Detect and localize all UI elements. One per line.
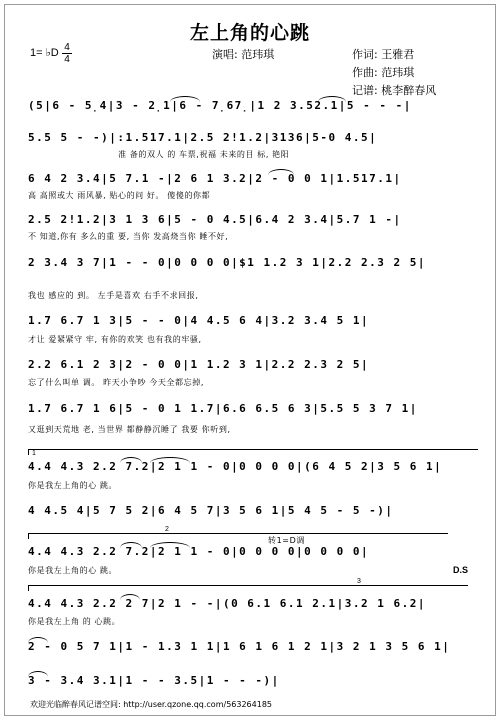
slur-arc bbox=[268, 169, 294, 175]
ds-mark: D.S bbox=[453, 565, 469, 575]
score-line-lyrics: 忘了什么叫单 调。 昨天小争吵 今天全都忘掉, bbox=[28, 378, 204, 387]
singer-credit: 演唱: 范玮琪 bbox=[212, 48, 275, 61]
footer-url: 欢迎光临醉春风记谱空间: http://user.qzone.qq.com/563264185 bbox=[30, 700, 272, 709]
slur-arc bbox=[150, 457, 190, 463]
meter-bottom: 4 bbox=[64, 54, 70, 65]
volta-1-label: 1 bbox=[32, 450, 36, 457]
score-line-lyrics: 准 备的双人 的 车票,祝福 未来的目 标, 艳阳 bbox=[118, 150, 290, 159]
score-line-notes: (5|6 - 5̣4|3 - 2̣1|6 - 7̣67̣|1 2 3.52.1|5 - - -| bbox=[28, 99, 412, 112]
score-line-lyrics: 我也 感应的 到。 左手是喜欢 右手不求回报, bbox=[28, 291, 199, 300]
score-line-notes: 4.4 4.3 2.2 7.2|2 1 1 - 0|0 0 0 0|0 0 0 0| bbox=[28, 545, 370, 558]
score-line-notes: 6 4 2 3.4|5 7.1 -|2 6 1 3.2|2 - 0 0 1|1.517.1| bbox=[28, 172, 402, 185]
score-line-notes: 1.7 6.7 1 6|5 - 0 1 1.7|6.6 6.5 6 3|5.5 5 3 7 1| bbox=[28, 402, 418, 415]
time-signature bbox=[62, 42, 72, 65]
score-line-lyrics: 高 高照或大 雨风暴, 贴心的问 好。 傻傻的你都 bbox=[28, 191, 211, 200]
volta-3-tick bbox=[28, 585, 29, 591]
slur-arc bbox=[318, 96, 346, 102]
slur-arc bbox=[28, 671, 48, 677]
score-line-notes: 5.5 5 - -)|:1.517.1|2.5 2!1.2|3136|5-0 4.5| bbox=[28, 131, 378, 144]
volta-3-bracket bbox=[28, 585, 468, 586]
key-change-mark: 转1=D调 bbox=[268, 536, 305, 545]
score-line-notes: 2 3.4 3 7|1 - - 0|0 0 0 0|$1 1.2 3 1|2.2 2.3 2 5| bbox=[28, 256, 427, 269]
score-line-lyrics: 你是我左上角 的 心跳。 bbox=[28, 617, 121, 626]
score-line-lyrics: 你是我左上角的心 跳。 bbox=[28, 566, 118, 575]
slur-arc bbox=[120, 457, 142, 463]
volta-2-tick bbox=[28, 533, 29, 539]
score-line-notes: 2.5 2!1.2|3 1 3 6|5 - 0 4.5|6.4 2 3.4|5.7 1 -| bbox=[28, 213, 402, 226]
volta-1-tick bbox=[28, 449, 29, 455]
meter-top: 4 bbox=[64, 42, 70, 53]
score-line-notes: 1.7 6.7 1 3|5 - - 0|4 4.5 6 4|3.2 3.4 5 1| bbox=[28, 314, 370, 327]
composer-credit: 作曲: 范玮琪 bbox=[352, 66, 415, 79]
score-line-notes: 2 - 0 5 7 1|1 - 1.3 1 1|1 6 1 6 1 2 1|3 2 1 3 5 6 1| bbox=[28, 640, 451, 653]
slur-arc bbox=[150, 542, 190, 548]
lyricist-credit: 作词: 王雅君 bbox=[352, 48, 415, 61]
volta-3-label: 3 bbox=[357, 578, 361, 585]
score-line-lyrics: 你是我左上角的心 跳。 bbox=[28, 481, 118, 490]
slur-arc bbox=[120, 594, 140, 600]
score-line-notes: 4.4 4.3 2.2 2 7|2 1 - -|(0 6.1 6.1 2.1|3.2 1 6.2| bbox=[28, 597, 427, 610]
score-line-lyrics: 才让 爱紧紧守 牢, 有你的欢笑 也有我的牢骚, bbox=[28, 335, 202, 344]
volta-2-label: 2 bbox=[165, 526, 169, 533]
score-line-notes: 4 4.5 4|5 7 5 2|6 4 5 7|3 5 6 1|5 4 5 - 5 -)| bbox=[28, 504, 394, 517]
slur-arc bbox=[170, 96, 200, 102]
transcriber-credit: 记谱: 桃李醉春风 bbox=[352, 84, 437, 97]
volta-2-bracket bbox=[28, 533, 448, 534]
slur-arc bbox=[120, 542, 142, 548]
score-line-notes: 3 - 3.4 3.1|1 - - 3.5|1 - - -)| bbox=[28, 674, 280, 687]
key-signature: 1= ♭D bbox=[30, 47, 59, 59]
volta-1-bracket bbox=[28, 449, 478, 450]
slur-arc bbox=[28, 637, 48, 643]
score-line-lyrics: 又逛到天荒地 老, 当世界 都静静沉睡了 我要 你听到, bbox=[28, 425, 231, 434]
score-line-notes: 2.2 6.1 2 3|2 - 0 0|1 1.2 3 1|2.2 2.3 2 5| bbox=[28, 358, 370, 371]
score-line-notes: 4.4 4.3 2.2 7.2|2 1 1 - 0|0 0 0 0|(6 4 5 2|3 5 6 1| bbox=[28, 460, 443, 473]
song-title: 左上角的心跳 bbox=[189, 22, 310, 44]
score-line-lyrics: 不 知道,你有 多么的重 要, 当你 发高烧当你 睡不好, bbox=[28, 232, 229, 241]
